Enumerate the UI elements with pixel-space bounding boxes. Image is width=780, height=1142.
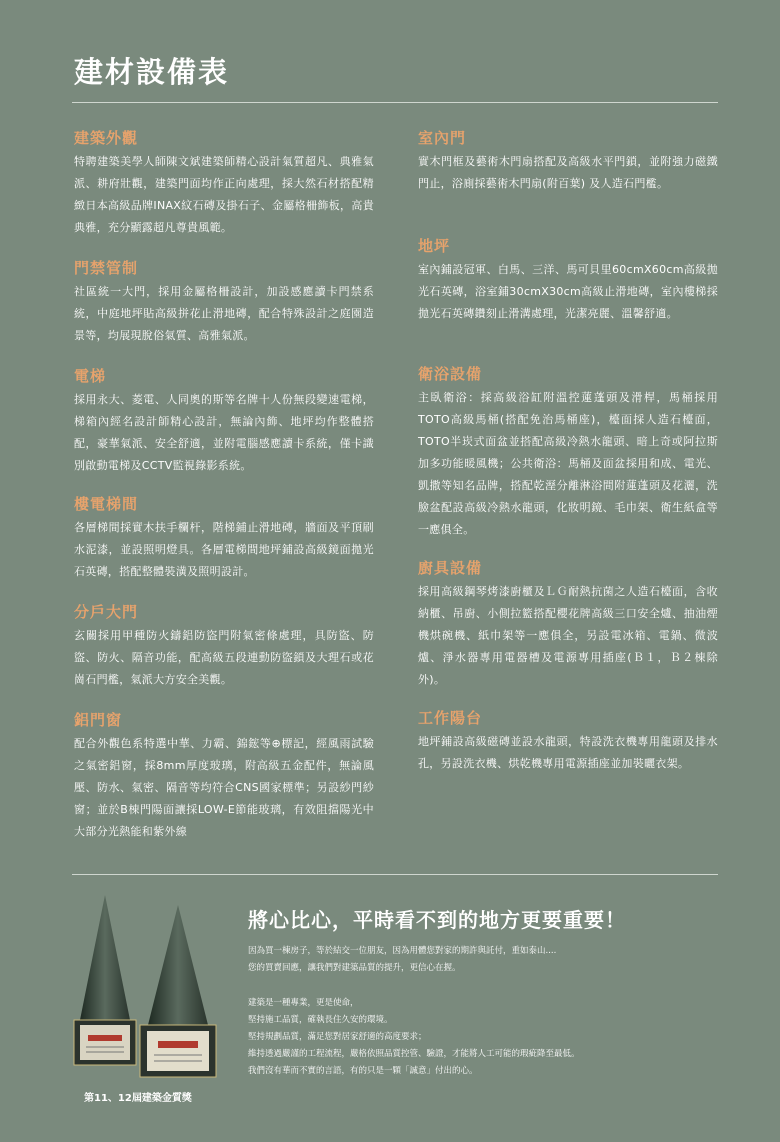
- section-title: 電梯: [74, 367, 107, 385]
- section-title: 樓電梯間: [74, 495, 139, 513]
- right-column: [418, 127, 718, 775]
- section-access-control: [74, 257, 374, 365]
- section-title: 廚具設備: [418, 559, 483, 577]
- section-title: 門禁管制: [74, 259, 139, 277]
- bottom-paragraph-1: [248, 943, 688, 977]
- text-line: 因為買一棟房子，等於結交一位朋友，因為用體您對家的期許與託付，重如泰山....: [248, 946, 557, 956]
- section-interior-door: [418, 127, 718, 235]
- title-divider: [72, 102, 718, 103]
- section-body: 採用永大、菱電、人同奧的斯等名牌十人份無段變速電梯，梯箱內經名設計師精心設計，無論內飾、地坪均作整體搭配，豪華氣派、安全舒適，並附電腦感應讀卡系統，僅卡識別啟動電梯及CCTV監視錄影系統。: [74, 393, 374, 472]
- text-line: 建築是一種專業，更是使命，: [248, 998, 359, 1008]
- section-entry-door: [74, 601, 374, 709]
- left-column: [74, 127, 374, 843]
- bottom-paragraph-2: [248, 995, 688, 1080]
- award-caption: 第11、12屆建築金質獎: [84, 1093, 192, 1104]
- page-title: 建材設備表: [74, 55, 230, 89]
- bottom-divider: [72, 874, 718, 875]
- trophy-right-icon: [148, 905, 208, 1025]
- section-title: 鋁門窗: [74, 711, 123, 729]
- section-stairwell: [74, 493, 374, 601]
- section-title: 地坪: [418, 237, 451, 255]
- section-body: 玄關採用甲種防火鑄鋁防盜門附氣密條處理，具防盜、防盜、防火、隔音功能，配高級五段連動防盜鎖及大理石或花崗石門檻，氣派大方安全美觀。: [74, 629, 374, 686]
- section-body: 實木門框及藝術木門扇搭配及高級水平門鎖，並附強力磁鐵門止，浴廁採藝術木門扇(附百葉) 及人造石門檻。: [418, 155, 718, 190]
- section-title: 建築外觀: [74, 129, 139, 147]
- section-title: 衛浴設備: [418, 365, 483, 383]
- text-line: 堅持規劃品質，滿足您對居家舒適的高度要求；: [248, 1032, 427, 1042]
- section-kitchen: [418, 557, 718, 707]
- section-title: 室內門: [418, 129, 467, 147]
- section-balcony: [418, 707, 718, 775]
- section-body: 室內鋪設冠軍、白馬、三洋、馬可貝里60cmX60cm高級拋光石英磚，浴室鋪30cmX30cm高級止滑地磚，室內樓梯採拋光石英磚鑽刻止滑溝處理，光潔亮麗、溫馨舒適。: [418, 263, 718, 320]
- section-windows: [74, 709, 374, 843]
- section-body: 採用高級鋼琴烤漆廚櫃及ＬＧ耐熱抗菌之人造石檯面，含收納櫃、吊廚、小側拉籃搭配櫻花牌高級三口安全爐、抽油煙機烘碗機、紙巾架等一應俱全，另設電冰箱、電鍋、微波爐、淨水器專用電器槽及電源專用插座(Ｂ１，Ｂ２棟除外)。: [418, 585, 718, 686]
- section-bathroom: [418, 363, 718, 557]
- section-title: 工作陽台: [418, 709, 483, 727]
- section-elevator: [74, 365, 374, 493]
- section-body: 配合外觀色系特選中華、力霸、錦鋐等⊕標記，經風雨試驗之氣密鋁窗，採8mm厚度玻璃，附高級五金配件，無論風壓、防水、氣密、隔音等均符合CNS國家標準；另設紗門紗窗；並於B棟門陽面讓採LOW-E節能玻璃，有效阻擋陽光中大部分光熱能和紫外線: [74, 737, 374, 838]
- text-line: 您的買賣回應，讓我們對建築品質的提升，更信心在握。: [248, 963, 461, 973]
- section-body: 地坪鋪設高級磁磚並設水龍頭，特設洗衣機專用龍頭及排水孔，另設洗衣機、烘乾機專用電源插座並加裝曬衣架。: [418, 735, 718, 770]
- section-title: 分戶大門: [74, 603, 139, 621]
- text-line: 我們沒有華而不實的言語，有的只是一顆「誠意」付出的心。: [248, 1066, 478, 1076]
- text-line: 堅持施工品質，確執長住久安的環境。: [248, 1015, 393, 1025]
- bottom-headline: 將心比心，平時看不到的地方更要重要！: [248, 908, 626, 932]
- trophy-left-icon: [80, 895, 130, 1020]
- section-body: 社區統一大門，採用金屬格柵設計，加設感應讀卡門禁系統，中庭地坪貼高級拼花止滑地磚，配合特殊設計之庭園造景等，均展現脫俗氣質、高雅氣派。: [74, 285, 374, 342]
- section-body: 主臥衛浴：採高級浴缸附溫控蓮蓬頭及滑桿，馬桶採用TOTO高級馬桶(搭配免治馬桶座)，檯面採人造石檯面，TOTO半崁式面盆並搭配高級冷熱水龍頭、暗上奇或阿拉斯加多功能暖風機；公共衛浴：馬桶及面盆採用和成、電光、凱撒等知名品牌，搭配乾溼分離淋浴間附蓮蓬頭及花灑，洗臉盆配設高級冷熱水龍頭，化妝明鏡、毛巾架、衛生紙盒等一應俱全。: [418, 391, 718, 536]
- text-line: 維持透過嚴謹的工程流程，嚴格依照品質控管、驗證，才能將人工可能的瑕疵降至最低。: [248, 1049, 580, 1059]
- award-trophies: [60, 885, 230, 1085]
- section-body: 特聘建築美學人師陳文斌建築師精心設計氣質超凡、典雅氣派、耕府壯觀，建築門面均作正向處理，採大然石材搭配精緻日本高級品牌INAX紋石磚及掛石子、金屬格柵飾板，高貴典雅，充分顯露超凡尊貴風範。: [74, 155, 374, 234]
- section-exterior: [74, 127, 374, 257]
- section-body: 各層梯間採實木扶手欄杆，階梯鋪止滑地磚，牆面及平頂刷水泥漆，並設照明燈具。各層電梯間地坪鋪設高級鏡面拋光石英磚，搭配整體裝潢及照明設計。: [74, 521, 374, 578]
- section-flooring: [418, 235, 718, 363]
